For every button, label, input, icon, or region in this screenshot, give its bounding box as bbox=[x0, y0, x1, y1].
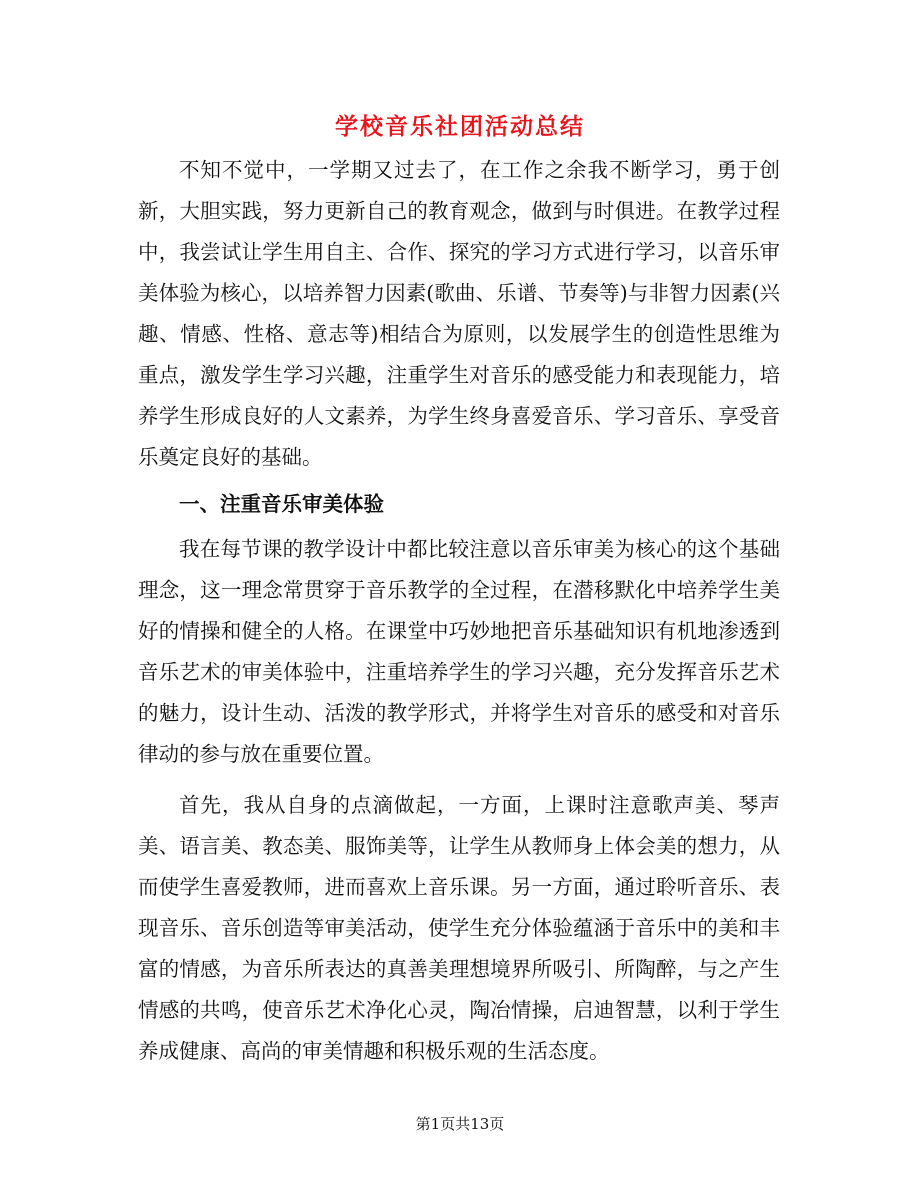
intro-paragraph: 不知不觉中，一学期又过去了，在工作之余我不断学习，勇于创新，大胆实践，努力更新自己的教育观念，做到与时俱进。在教学过程中，我尝试让学生用自主、合作、探究的学习方式进行学习，以音乐审美体验为核心，以培养智力因素(歌曲、乐谱、节奏等)与非智力因素(兴趣、情感、性格、意志等)相结合为原则，以发展学生的创造性思维为重点，激发学生学习兴趣，注重学生对音乐的感受能力和表现能力，培养学生形成良好的人文素养，为学生终身喜爱音乐、学习音乐、享受音乐奠定良好的基础。 bbox=[138, 158, 780, 469]
body-paragraph: 首先，我从自身的点滴做起，一方面，上课时注意歌声美、琴声美、语言美、教态美、服饰美等，让学生从教师身上体会美的想力，从而使学生喜爱教师，进而喜欢上音乐课。另一方面，通过聆听音乐、表现音乐、音乐创造等审美活动，使学生充分体验蕴涵于音乐中的美和丰富的情感，为音乐所表达的真善美理想境界所吸引、所陶醉，与之产生情感的共鸣，使音乐艺术净化心灵，陶冶情操，启迪智慧，以利于学生养成健康、高尚的审美情趣和积极乐观的生活态度。 bbox=[138, 793, 780, 1063]
section-heading: 一、注重音乐审美体验 bbox=[179, 492, 384, 516]
page-number: 第1页共13页 bbox=[415, 1115, 505, 1133]
document-title: 学校音乐社团活动总结 bbox=[335, 113, 585, 140]
body-paragraph: 我在每节课的教学设计中都比较注意以音乐审美为核心的这个基础理念，这一理念常贯穿于音乐教学的全过程，在潜移默化中培养学生美好的情操和健全的人格。在课堂中巧妙地把音乐基础知识有机地渗透到音乐艺术的审美体验中，注重培养学生的学习兴趣，充分发挥音乐艺术的魅力，设计生动、活泼的教学形式，并将学生对音乐的感受和对音乐律动的参与放在重要位置。 bbox=[138, 537, 780, 766]
document-body bbox=[138, 150, 780, 1072]
